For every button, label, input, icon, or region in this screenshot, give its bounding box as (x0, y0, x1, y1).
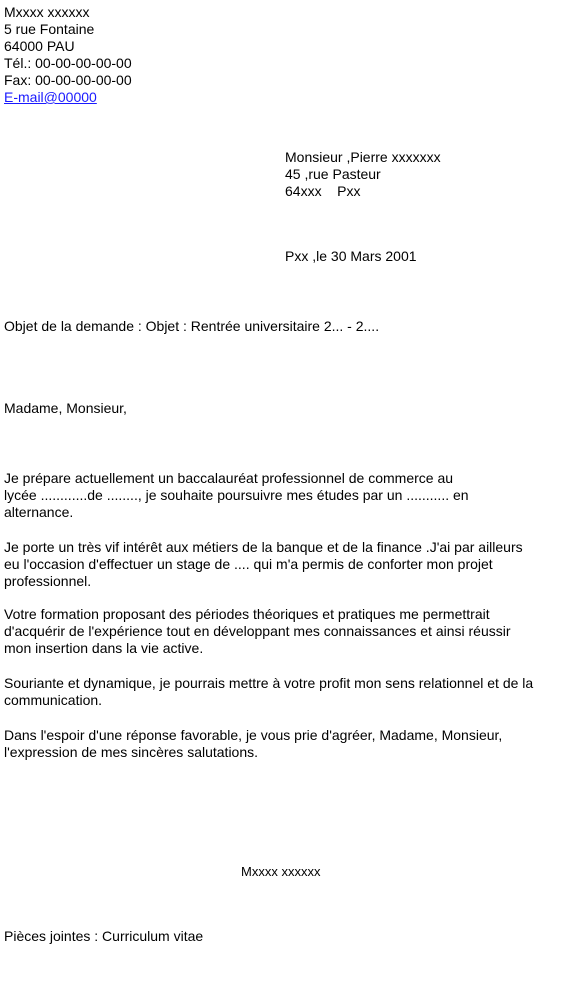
sender-address (4, 4, 132, 106)
sender-city: 64000 PAU (4, 38, 75, 54)
sender-name: Mxxxx xxxxxx (4, 4, 90, 20)
letter-subject: Objet de la demande : Objet : Rentrée universitaire 2... - 2.... (4, 318, 380, 334)
body-paragraph-1 (4, 470, 469, 521)
recipient-street: 45 ,rue Pasteur (285, 166, 381, 182)
paragraph-line: communication. (4, 692, 103, 708)
recipient-city: 64xxx Pxx (285, 183, 361, 199)
paragraph-line: Je porte un très vif intérêt aux métiers de la banque et de la finance .J'ai par ailleurs (4, 539, 523, 555)
letter-date: Pxx ,le 30 Mars 2001 (285, 248, 417, 264)
paragraph-line: Souriante et dynamique, je pourrais mettre à votre profit mon sens relationnel et de la (4, 675, 534, 691)
sender-street: 5 rue Fontaine (4, 21, 95, 37)
body-paragraph-5 (4, 727, 502, 761)
paragraph-line: d'acquérir de l'expérience tout en développant mes connaissances et ainsi réussir (4, 623, 511, 639)
paragraph-line: l'expression de mes sincères salutations. (4, 744, 259, 760)
recipient-address (285, 149, 441, 200)
paragraph-line: Je prépare actuellement un baccalauréat professionnel de commerce au (4, 470, 454, 486)
paragraph-line: mon insertion dans la vie active. (4, 640, 204, 656)
paragraph-line: Dans l'espoir d'une réponse favorable, je vous prie d'agréer, Madame, Monsieur, (4, 727, 503, 743)
paragraph-line: alternance. (4, 504, 74, 520)
paragraph-line: lycée ............de ........, je souhaite poursuivre mes études par un ........... en (4, 487, 469, 503)
body-paragraph-3 (4, 606, 511, 657)
sender-email-link[interactable]: E-mail@00000 (4, 89, 97, 105)
sender-tel: Tél.: 00-00-00-00-00 (4, 55, 132, 71)
body-paragraph-2 (4, 539, 523, 590)
paragraph-line: eu l'occasion d'effectuer un stage de .... qui m'a permis de conforter mon projet (4, 556, 493, 572)
recipient-name: Monsieur ,Pierre xxxxxxx (285, 149, 441, 165)
sender-fax: Fax: 00-00-00-00-00 (4, 72, 132, 88)
letter-signature: Mxxxx xxxxxx (241, 864, 321, 879)
paragraph-line: professionnel. (4, 573, 92, 589)
body-paragraph-4 (4, 675, 533, 709)
letter-salutation: Madame, Monsieur, (4, 400, 127, 416)
paragraph-line: Votre formation proposant des périodes théoriques et pratiques me permettrait (4, 606, 490, 622)
letter-enclosures: Pièces jointes : Curriculum vitae (4, 928, 204, 944)
